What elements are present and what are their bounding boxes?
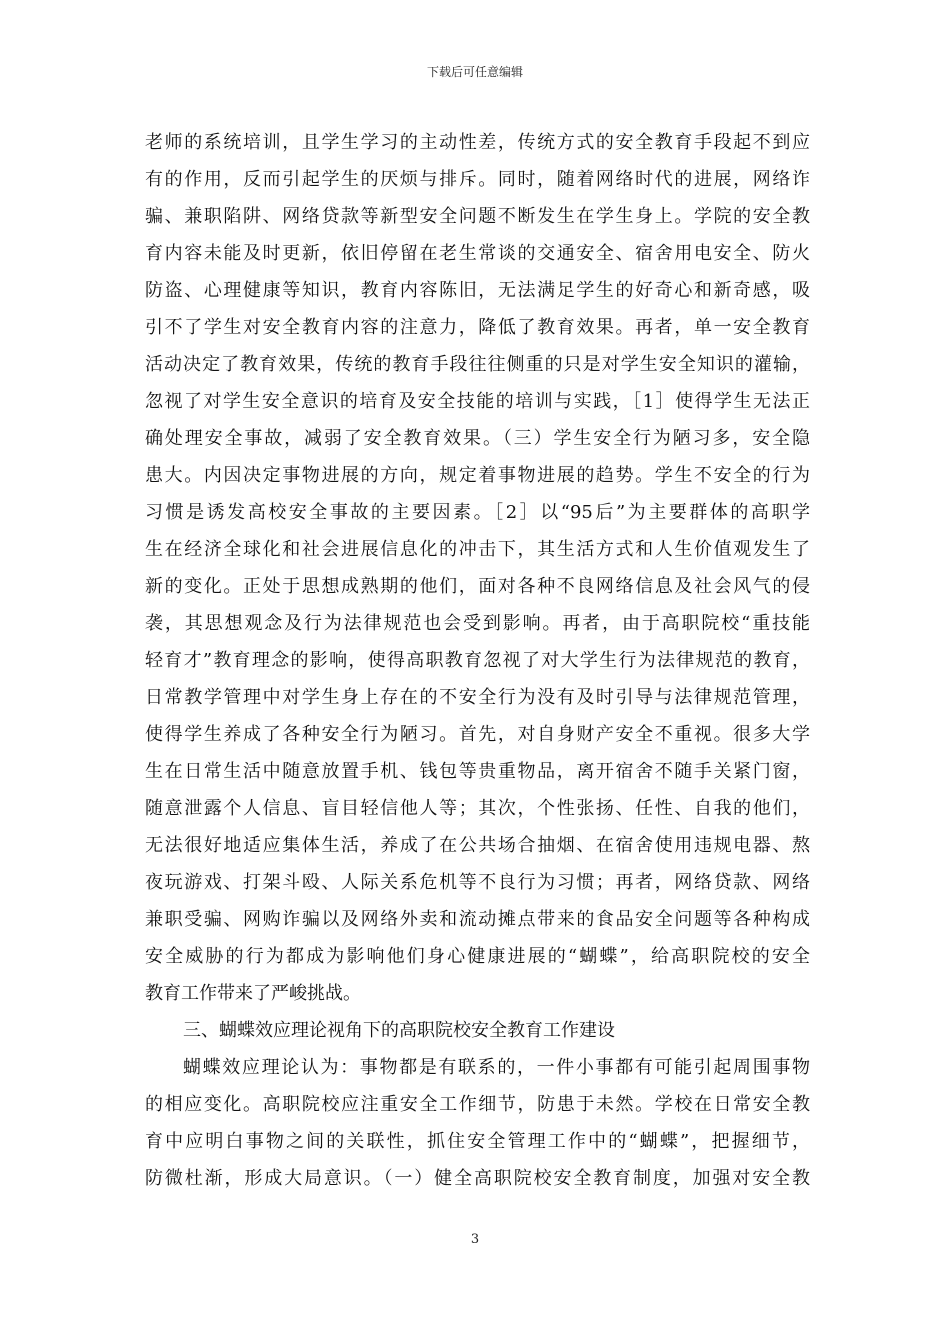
- body-line: 骗、兼职陷阱、网络贷款等新型安全问题不断发生在学生身上。学院的安全教: [145, 206, 810, 227]
- body-line: 老师的系统培训，且学生学习的主动性差，传统方式的安全教育手段起不到应: [145, 132, 810, 153]
- body-line: 患大。内因决定事物进展的方向，规定着事物进展的趋势。学生不安全的行为: [145, 465, 810, 486]
- page-number: 3: [470, 1232, 480, 1247]
- body-line: 忽视了对学生安全意识的培育及安全技能的培训与实践，［1］使得学生无法正: [145, 391, 810, 412]
- body-line: 引不了学生对安全教育内容的注意力，降低了教育效果。再者，单一安全教育: [145, 317, 810, 338]
- body-line: 袭，其思想观念及行为法律规范也会受到影响。再者，由于高职院校“重技能: [145, 613, 810, 634]
- body-line: 蝴蝶效应理论认为：事物都是有联系的，一件小事都有可能引起周围事物: [183, 1057, 810, 1078]
- body-line: 夜玩游戏、打架斗殴、人际关系危机等不良行为习惯；再者，网络贷款、网络: [145, 872, 810, 893]
- body-line: 日常教学管理中对学生身上存在的不安全行为没有及时引导与法律规范管理，: [145, 687, 810, 708]
- body-line: 无法很好地适应集体生活，养成了在公共场合抽烟、在宿舍使用违规电器、熬: [145, 835, 810, 856]
- section-heading: 三、蝴蝶效应理论视角下的高职院校安全教育工作建设: [183, 1020, 615, 1041]
- body-line: 活动决定了教育效果，传统的教育手段往往侧重的只是对学生安全知识的灌输，: [145, 354, 810, 375]
- body-line: 的相应变化。高职院校应注重安全工作细节，防患于未然。学校在日常安全教: [145, 1094, 810, 1115]
- body-line: 兼职受骗、网购诈骗以及网络外卖和流动摊点带来的食品安全问题等各种构成: [145, 909, 810, 930]
- body-line: 安全威胁的行为都成为影响他们身心健康进展的“蝴蝶”，给高职院校的安全: [145, 946, 810, 967]
- body-line: 确处理安全事故，减弱了安全教育效果。（三）学生安全行为陋习多，安全隐: [145, 428, 810, 449]
- body-line: 教育工作带来了严峻挑战。: [145, 983, 361, 1004]
- document-body: [145, 124, 810, 1197]
- body-line: 习惯是诱发高校安全事故的主要因素。［2］以“95后”为主要群体的高职学: [145, 502, 810, 523]
- body-line: 有的作用，反而引起学生的厌烦与排斥。同时，随着网络时代的进展，网络诈: [145, 169, 810, 190]
- body-line: 新的变化。正处于思想成熟期的他们，面对各种不良网络信息及社会风气的侵: [145, 576, 810, 597]
- body-line: 随意泄露个人信息、盲目轻信他人等；其次，个性张扬、任性、自我的他们，: [145, 798, 810, 819]
- body-line: 使得学生养成了各种安全行为陋习。首先，对自身财产安全不重视。很多大学: [145, 724, 810, 745]
- body-line: 生在日常生活中随意放置手机、钱包等贵重物品，离开宿舍不随手关紧门窗，: [145, 761, 810, 782]
- page-header: 下载后可任意编辑: [426, 65, 523, 79]
- body-line: 防微杜渐，形成大局意识。（一）健全高职院校安全教育制度，加强对安全教: [145, 1168, 810, 1189]
- body-line: 轻育才”教育理念的影响，使得高职教育忽视了对大学生行为法律规范的教育，: [145, 650, 810, 671]
- body-line: 生在经济全球化和社会进展信息化的冲击下，其生活方式和人生价值观发生了: [145, 539, 810, 560]
- body-line: 育内容未能及时更新，依旧停留在老生常谈的交通安全、宿舍用电安全、防火: [145, 243, 810, 264]
- body-line: 防盗、心理健康等知识，教育内容陈旧，无法满足学生的好奇心和新奇感，吸: [145, 280, 810, 301]
- body-line: 育中应明白事物之间的关联性，抓住安全管理工作中的“蝴蝶”，把握细节，: [145, 1131, 810, 1152]
